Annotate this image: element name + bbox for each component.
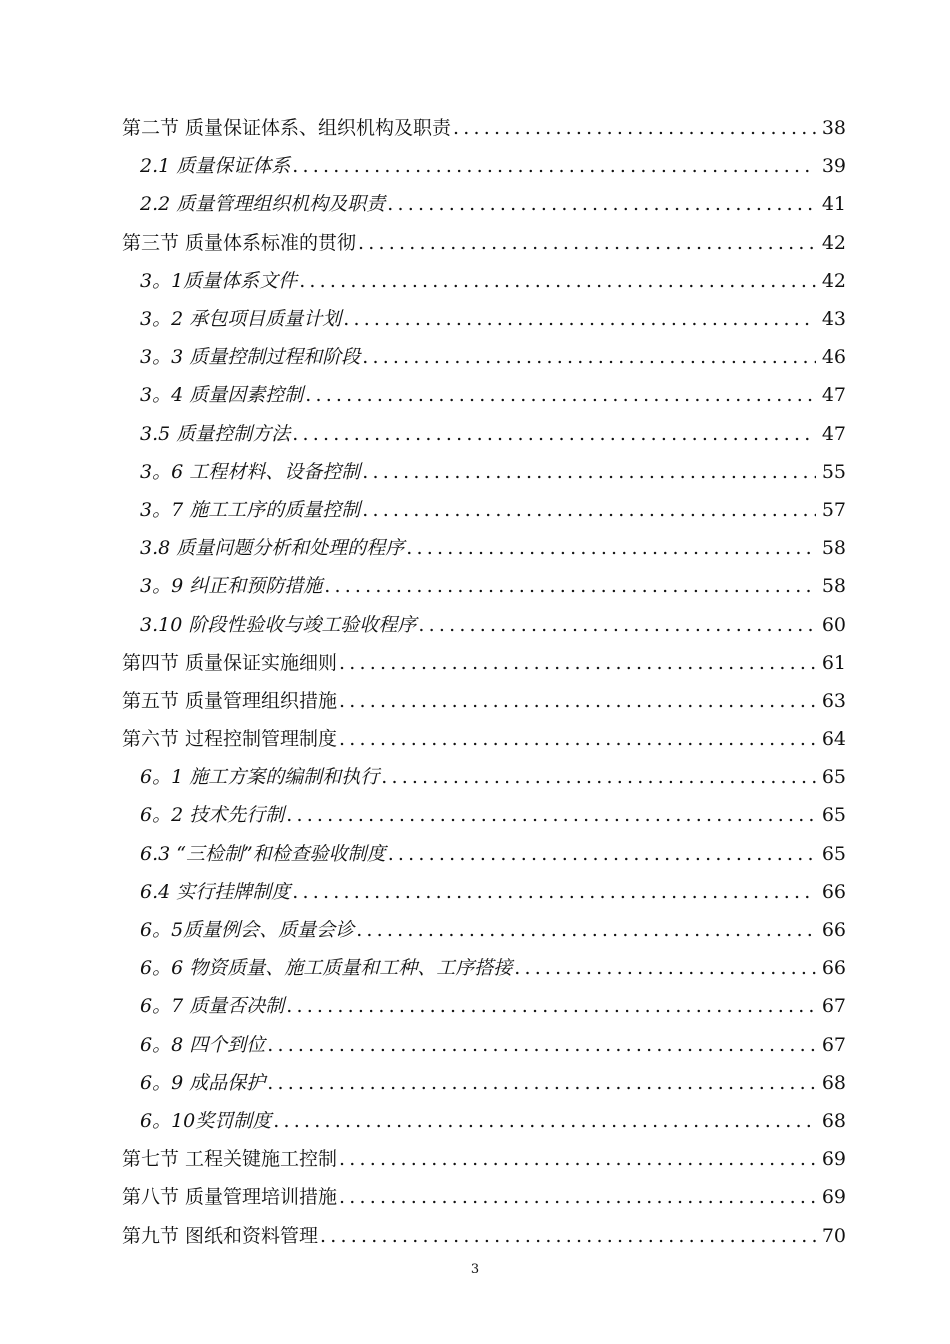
toc-subsection-entry[interactable] [0, 1102, 950, 1140]
toc-entry-title: 3。7 施工工序的质量控制 [140, 498, 361, 521]
dot-leader [339, 689, 816, 713]
toc-entry-page: 69 [821, 1148, 846, 1171]
toc-entry-title: 6。10奖罚制度 [140, 1109, 272, 1132]
toc-entry-page: 42 [821, 231, 846, 254]
toc-subsection-entry[interactable] [0, 758, 950, 796]
toc-subsection-entry[interactable] [0, 835, 950, 873]
toc-subsection-entry[interactable] [0, 567, 950, 605]
toc-entry-title: 2.1 质量保证体系 [140, 155, 291, 178]
toc-entry-title: 6.3 “三检制”和检查验收制度 [140, 842, 386, 865]
toc-entry-page: 66 [821, 919, 846, 942]
toc-entry-page: 61 [821, 651, 846, 674]
dot-leader [343, 307, 816, 331]
toc-entry-page: 65 [821, 842, 846, 865]
toc-subsection-entry[interactable] [0, 338, 950, 376]
toc-entry-page: 65 [821, 766, 846, 789]
dot-leader [418, 613, 816, 637]
toc-subsection-entry[interactable] [0, 147, 950, 185]
toc-entry-title: 6。8 四个到位 [140, 1033, 266, 1056]
dot-leader [388, 842, 816, 866]
toc-entry-page: 47 [821, 422, 846, 445]
dot-leader [362, 498, 816, 522]
toc-subsection-entry[interactable] [0, 987, 950, 1025]
toc-entry-title: 第八节 质量管理培训措施 [122, 1186, 338, 1209]
toc-subsection-entry[interactable] [0, 529, 950, 567]
toc-entry-page: 46 [821, 346, 846, 369]
toc-entry-title: 6。6 物资质量、施工质量和工种、工序搭接 [140, 957, 513, 980]
toc-entry-title: 第四节 质量保证实施细则 [122, 651, 338, 674]
toc-entry-page: 66 [821, 957, 846, 980]
toc-subsection-entry[interactable] [0, 1026, 950, 1064]
toc-entry-title: 3.5 质量控制方法 [140, 422, 291, 445]
dot-leader [292, 880, 816, 904]
toc-entry-page: 57 [821, 498, 846, 521]
toc-entry-page: 68 [821, 1071, 846, 1094]
dot-leader [406, 536, 816, 560]
toc-entry-title: 6。2 技术先行制 [140, 804, 285, 827]
toc-entry-page: 63 [821, 689, 846, 712]
toc-entry-page: 42 [821, 269, 846, 292]
toc-entry-page: 64 [821, 728, 846, 751]
dot-leader [292, 422, 816, 446]
dot-leader [339, 651, 816, 675]
dot-leader [267, 1071, 816, 1095]
toc-entry-title: 3.8 质量问题分析和处理的程序 [140, 537, 405, 560]
dot-leader [305, 383, 816, 407]
toc-entry-title: 第七节 工程关键施工控制 [122, 1148, 338, 1171]
toc-entry-title: 3.10 阶段性验收与竣工验收程序 [140, 613, 417, 636]
dot-leader [362, 460, 816, 484]
dot-leader [320, 1224, 816, 1248]
toc-entry-page: 38 [821, 117, 846, 140]
toc-entry-title: 3。9 纠正和预防措施 [140, 575, 323, 598]
dot-leader [453, 116, 816, 140]
toc-entry-page: 67 [821, 1033, 846, 1056]
toc-entry-page: 39 [821, 155, 846, 178]
dot-leader [324, 574, 816, 598]
toc-section-entry[interactable] [0, 1216, 950, 1254]
dot-leader [286, 803, 816, 827]
toc-subsection-entry[interactable] [0, 300, 950, 338]
toc-subsection-entry[interactable] [0, 949, 950, 987]
toc-section-entry[interactable] [0, 224, 950, 262]
toc-section-entry[interactable] [0, 644, 950, 682]
dot-leader [362, 345, 816, 369]
toc-entry-page: 69 [821, 1186, 846, 1209]
toc-section-entry[interactable] [0, 720, 950, 758]
toc-entry-page: 60 [821, 613, 846, 636]
toc-subsection-entry[interactable] [0, 605, 950, 643]
toc-entry-title: 6。7 质量否决制 [140, 995, 285, 1018]
dot-leader [356, 918, 816, 942]
toc-entry-title: 2.2 质量管理组织机构及职责 [140, 193, 386, 216]
dot-leader [381, 765, 816, 789]
toc-entry-title: 第五节 质量管理组织措施 [122, 689, 338, 712]
toc-entry-page: 68 [821, 1109, 846, 1132]
dot-leader [299, 269, 816, 293]
toc-entry-page: 67 [821, 995, 846, 1018]
toc-section-entry[interactable] [0, 682, 950, 720]
toc-section-entry[interactable] [0, 1178, 950, 1216]
toc-entry-page: 47 [821, 384, 846, 407]
toc-entry-page: 43 [821, 308, 846, 331]
toc-entry-title: 第三节 质量体系标准的贯彻 [122, 231, 357, 254]
toc-subsection-entry[interactable] [0, 873, 950, 911]
toc-section-entry[interactable] [0, 109, 950, 147]
toc-subsection-entry[interactable] [0, 262, 950, 300]
toc-entry-page: 70 [821, 1224, 846, 1247]
toc-subsection-entry[interactable] [0, 796, 950, 834]
toc-subsection-entry[interactable] [0, 415, 950, 453]
toc-subsection-entry[interactable] [0, 491, 950, 529]
toc-entry-title: 6.4 实行挂牌制度 [140, 880, 291, 903]
toc-subsection-entry[interactable] [0, 911, 950, 949]
toc-entry-title: 3。4 质量因素控制 [140, 384, 304, 407]
toc-entry-page: 58 [821, 575, 846, 598]
toc-entry-page: 66 [821, 880, 846, 903]
dot-leader [292, 154, 816, 178]
toc-subsection-entry[interactable] [0, 376, 950, 414]
page-number: 3 [470, 1262, 480, 1277]
toc-entry-title: 3。3 质量控制过程和阶段 [140, 346, 361, 369]
toc-entry-title: 3。2 承包项目质量计划 [140, 308, 342, 331]
toc-entry-title: 第九节 图纸和资料管理 [122, 1224, 319, 1247]
toc-entry-page: 55 [821, 460, 846, 483]
dot-leader [358, 231, 816, 255]
toc-entry-title: 第二节 质量保证体系、组织机构及职责 [122, 117, 452, 140]
toc-entry-title: 6。1 施工方案的编制和执行 [140, 766, 380, 789]
dot-leader [339, 1185, 816, 1209]
dot-leader [286, 994, 816, 1018]
toc-entry-title: 3。6 工程材料、设备控制 [140, 460, 361, 483]
toc-section-entry[interactable] [0, 1140, 950, 1178]
table-of-contents [0, 109, 950, 1255]
dot-leader [387, 192, 816, 216]
toc-entry-title: 第六节 过程控制管理制度 [122, 728, 338, 751]
dot-leader [267, 1033, 816, 1057]
dot-leader [339, 1147, 816, 1171]
toc-entry-page: 58 [821, 537, 846, 560]
toc-subsection-entry[interactable] [0, 1064, 950, 1102]
dot-leader [339, 727, 816, 751]
toc-entry-page: 65 [821, 804, 846, 827]
toc-entry-page: 41 [821, 193, 846, 216]
dot-leader [273, 1109, 816, 1133]
toc-entry-title: 6。5质量例会、质量会诊 [140, 919, 355, 942]
toc-entry-title: 3。1质量体系文件 [140, 269, 298, 292]
toc-entry-title: 6。9 成品保护 [140, 1071, 266, 1094]
toc-subsection-entry[interactable] [0, 453, 950, 491]
toc-subsection-entry[interactable] [0, 185, 950, 223]
dot-leader [514, 956, 816, 980]
